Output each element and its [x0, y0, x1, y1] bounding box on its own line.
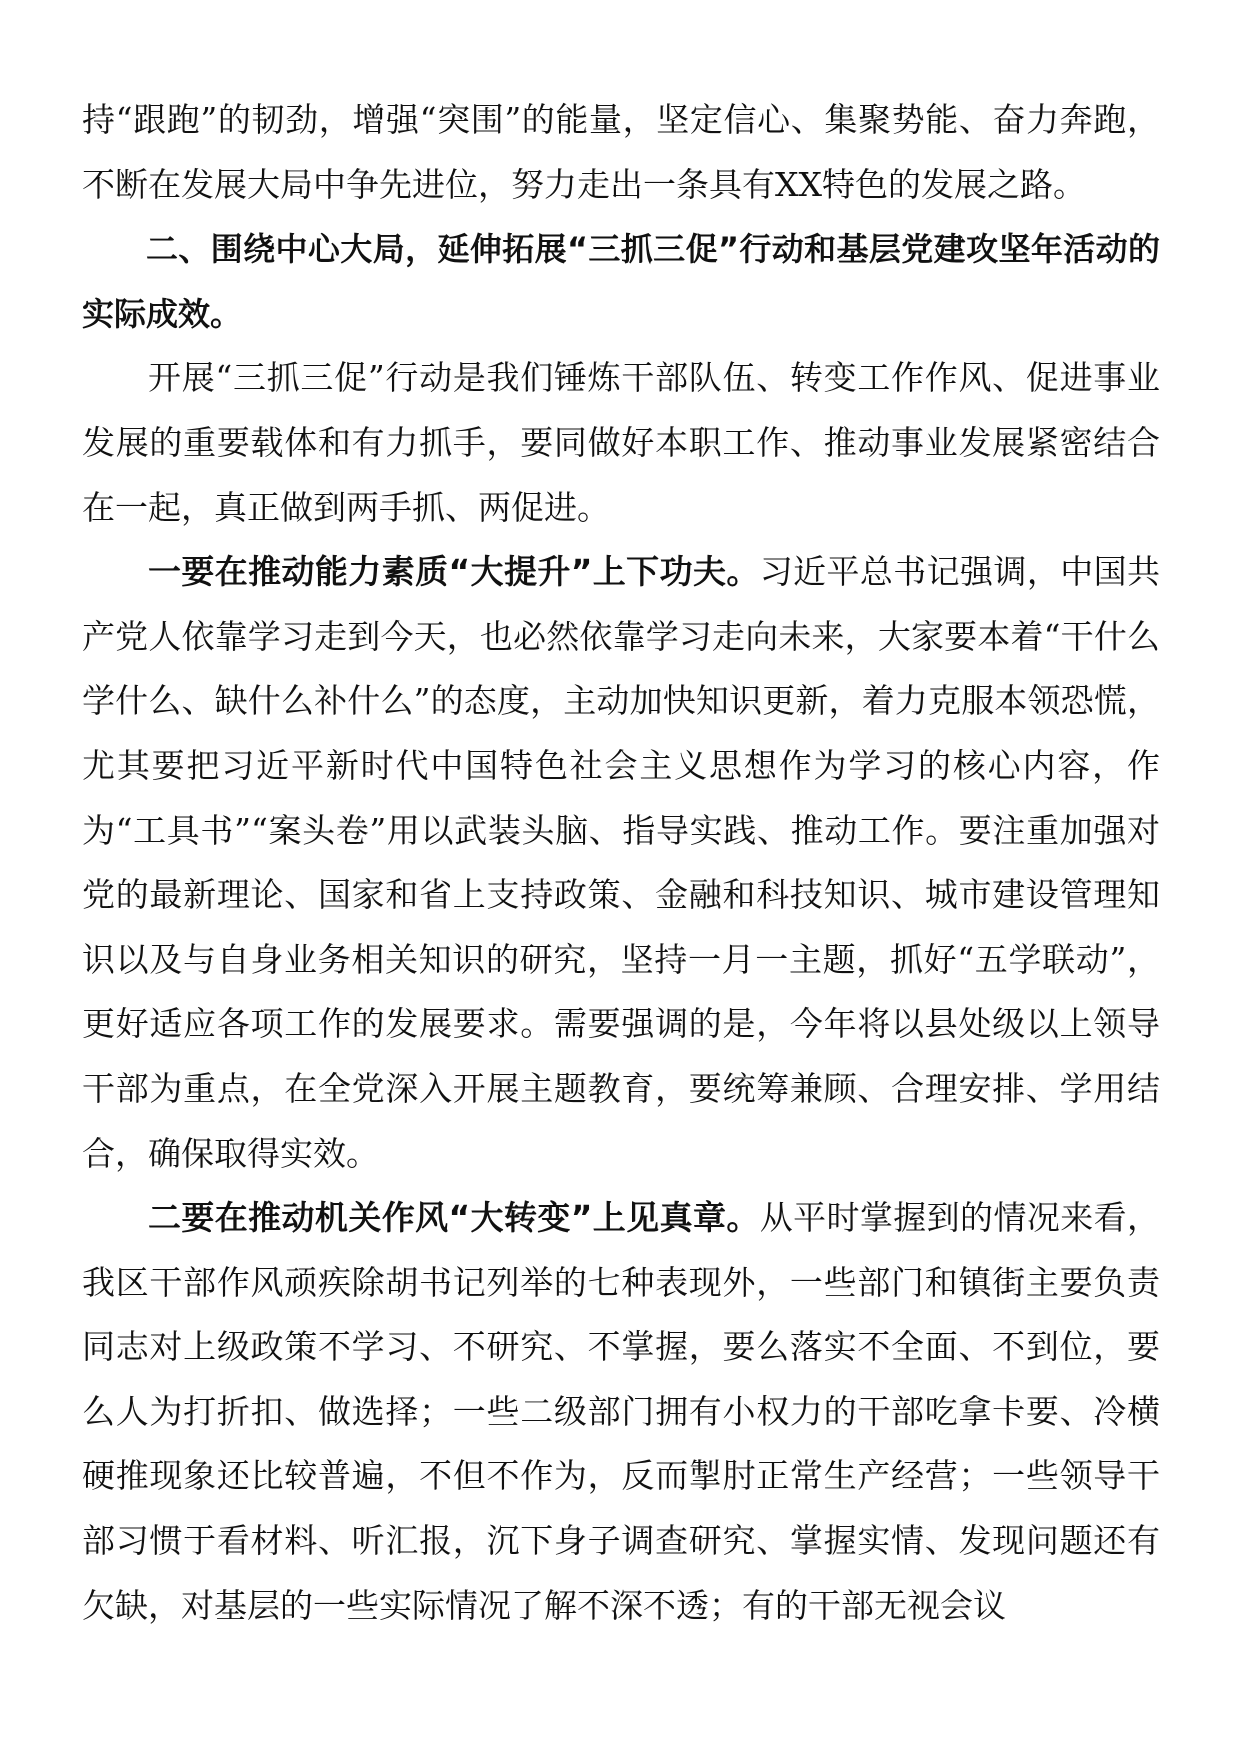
paragraph-intro: 开展“三抓三促”行动是我们锤炼干部队伍、转变工作作风、促进事业发展的重要载体和有力抓手，要同做好本职工作、推动事业发展紧密结合在一起，真正做到两手抓、两促进。	[82, 358, 1160, 527]
document-page	[82, 88, 1160, 1638]
paragraph-continuation: 持“跟跑”的韧劲，增强“突围”的能量，坚定信心、集聚势能、奋力奔跑，不断在发展大局中争先进位，努力走出一条具有XX特色的发展之路。	[82, 100, 1160, 204]
point-two-lead: 二要在推动机关作风“大转变”上见真章。	[148, 1198, 760, 1238]
section-heading: 二、围绕中心大局，延伸拓展“三抓三促”行动和基层党建攻坚年活动的实际成效。	[82, 230, 1160, 333]
point-one-lead: 一要在推动能力素质“大提升”上下功夫。	[148, 552, 760, 592]
point-one-body: 习近平总书记强调，中国共产党人依靠学习走到今天，也必然依靠学习走向未来，大家要本着“干什么学什么、缺什么补什么”的态度，主动加快知识更新，着力克服本领恐慌，尤其要把习近平新时代中国特色社会主义思想作为学习的核心内容，作为“工具书”“案头卷”用以武装头脑、指导实践、推动工作。要注重加强对党的最新理论、国家和省上支持政策、金融和科技知识、城市建设管理知识以及与自身业务相关知识的研究，坚持一月一主题，抓好“五学联动”，更好适应各项工作的发展要求。需要强调的是，今年将以县处级以上领导干部为重点，在全党深入开展主题教育，要统筹兼顾、合理安排、学用结合，确保取得实效。	[82, 552, 1160, 1173]
point-two-body: 从平时掌握到的情况来看，我区干部作风顽疾除胡书记列举的七种表现外，一些部门和镇街主要负责同志对上级政策不学习、不研究、不掌握，要么落实不全面、不到位，要么人为打折扣、做选择；一些二级部门拥有小权力的干部吃拿卡要、冷横硬推现象还比较普遍，不但不作为，反而掣肘正常生产经营；一些领导干部习惯于看材料、听汇报，沉下身子调查研究、掌握实情、发现问题还有欠缺，对基层的一些实际情况了解不深不透；有的干部无视会议	[82, 1198, 1160, 1625]
paragraph-point-one	[82, 540, 1160, 1186]
paragraph-point-two	[82, 1186, 1160, 1638]
